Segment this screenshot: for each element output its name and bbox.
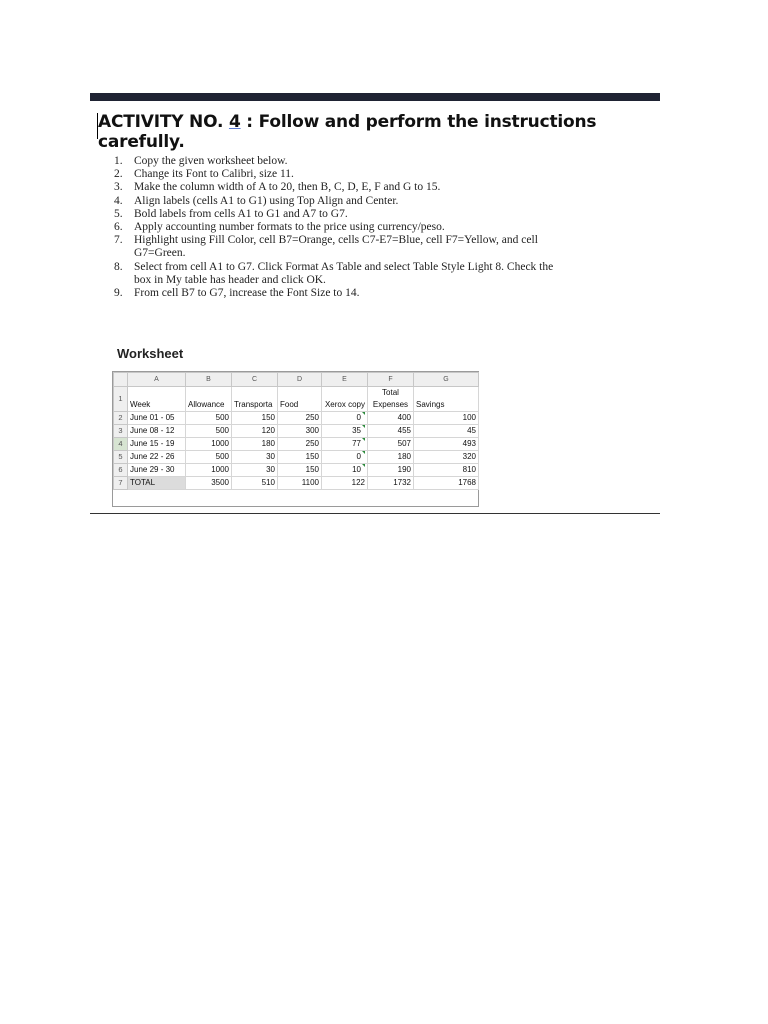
cell-food: 250 <box>278 438 322 451</box>
cell-transportation: 30 <box>232 464 278 477</box>
bottom-rule <box>90 513 660 514</box>
table-row <box>114 451 479 464</box>
instruction-item: 4. Align labels (cells A1 to G1) using Top Align and Center. <box>114 194 399 207</box>
error-indicator-icon <box>362 438 365 441</box>
cell-food: 300 <box>278 425 322 438</box>
row-header: 4 <box>114 438 128 451</box>
cell-allowance: 1000 <box>186 438 232 451</box>
column-header-c: C <box>232 373 278 387</box>
cell-xerox: 10 <box>322 464 368 477</box>
cell-expenses: 507 <box>368 438 414 451</box>
column-header-a: A <box>128 373 186 387</box>
cell-total-allowance: 3500 <box>186 477 232 490</box>
select-all-corner <box>114 373 128 387</box>
cell-week: June 29 - 30 <box>128 464 186 477</box>
cell-xerox: 0 <box>322 412 368 425</box>
error-indicator-icon <box>362 464 365 467</box>
table-row <box>114 438 479 451</box>
instruction-item: 8. Select from cell A1 to G7. Click Format As Table and select Table Style Light 8. Check the box in My table has header and click OK. <box>114 260 554 286</box>
cell-xerox: 35 <box>322 425 368 438</box>
cell-savings: 320 <box>414 451 479 464</box>
cell-allowance: 500 <box>186 412 232 425</box>
cell-f1: Total Expenses <box>368 387 414 412</box>
cell-expenses: 190 <box>368 464 414 477</box>
cell-e1: Xerox copy <box>322 387 368 412</box>
total-row <box>114 477 479 490</box>
column-header-f: F <box>368 373 414 387</box>
error-indicator-icon <box>362 412 365 415</box>
cell-g1: Savings <box>414 387 479 412</box>
column-header-g: G <box>414 373 479 387</box>
instruction-item: 6. Apply accounting number formats to the price using currency/peso. <box>114 221 445 234</box>
cell-week: June 08 - 12 <box>128 425 186 438</box>
cell-total-savings: 1768 <box>414 477 479 490</box>
error-indicator-icon <box>362 451 365 454</box>
cell-food: 250 <box>278 412 322 425</box>
cell-transportation: 180 <box>232 438 278 451</box>
row-header: 6 <box>114 464 128 477</box>
table-row <box>114 464 479 477</box>
row-header: 5 <box>114 451 128 464</box>
error-indicator-icon <box>362 425 365 428</box>
top-rule <box>90 93 660 101</box>
instruction-item: 1. Copy the given worksheet below. <box>114 155 288 167</box>
instruction-item: 5. Bold labels from cells A1 to G1 and A7 to G7. <box>114 207 348 220</box>
cell-expenses: 400 <box>368 412 414 425</box>
column-header-row <box>114 373 479 387</box>
column-header-e: E <box>322 373 368 387</box>
worksheet-image <box>112 371 479 507</box>
cell-c1: Transporta <box>232 387 278 412</box>
column-header-b: B <box>186 373 232 387</box>
worksheet-grid <box>113 372 479 490</box>
cell-savings: 45 <box>414 425 479 438</box>
cell-transportation: 30 <box>232 451 278 464</box>
cell-d1: Food <box>278 387 322 412</box>
cell-total-expenses: 1732 <box>368 477 414 490</box>
row-header: 2 <box>114 412 128 425</box>
instruction-item: 9. From cell B7 to G7, increase the Font Size to 14. <box>114 287 360 300</box>
cell-total-xerox: 122 <box>322 477 368 490</box>
table-row <box>114 425 479 438</box>
cell-savings: 100 <box>414 412 479 425</box>
row-header-1: 1 <box>114 387 128 412</box>
cell-a1: Week <box>128 387 186 412</box>
cell-xerox: 0 <box>322 451 368 464</box>
cell-week: June 22 - 26 <box>128 451 186 464</box>
table-row <box>114 412 479 425</box>
cell-expenses: 455 <box>368 425 414 438</box>
activity-title: ACTIVITY NO. 4 : Follow and perform the instructions carefully. <box>98 112 597 152</box>
cell-expenses: 180 <box>368 451 414 464</box>
cell-savings: 493 <box>414 438 479 451</box>
cell-transportation: 120 <box>232 425 278 438</box>
cell-total-label: TOTAL <box>128 477 186 490</box>
cell-week: June 15 - 19 <box>128 438 186 451</box>
instruction-item: 7. Highlight using Fill Color, cell B7=Orange, cells C7-E7=Blue, cell F7=Yellow, and cell G7=Green. <box>114 234 538 260</box>
cell-xerox: 77 <box>322 438 368 451</box>
instruction-item: 3. Make the column width of A to 20, then B, C, D, E, F and G to 15. <box>114 181 441 194</box>
cell-food: 150 <box>278 464 322 477</box>
cell-savings: 810 <box>414 464 479 477</box>
cell-b1: Allowance <box>186 387 232 412</box>
cell-food: 150 <box>278 451 322 464</box>
cell-allowance: 500 <box>186 425 232 438</box>
cell-allowance: 1000 <box>186 464 232 477</box>
instruction-item: 2. Change its Font to Calibri, size 11. <box>114 168 294 181</box>
row-header: 7 <box>114 477 128 490</box>
header-row <box>114 387 479 412</box>
cell-transportation: 150 <box>232 412 278 425</box>
column-header-d: D <box>278 373 322 387</box>
cell-week: June 01 - 05 <box>128 412 186 425</box>
row-header: 3 <box>114 425 128 438</box>
cell-total-transportation: 510 <box>232 477 278 490</box>
worksheet-label: Worksheet <box>117 346 184 361</box>
instruction-list <box>114 155 564 300</box>
cell-allowance: 500 <box>186 451 232 464</box>
cell-total-food: 1100 <box>278 477 322 490</box>
